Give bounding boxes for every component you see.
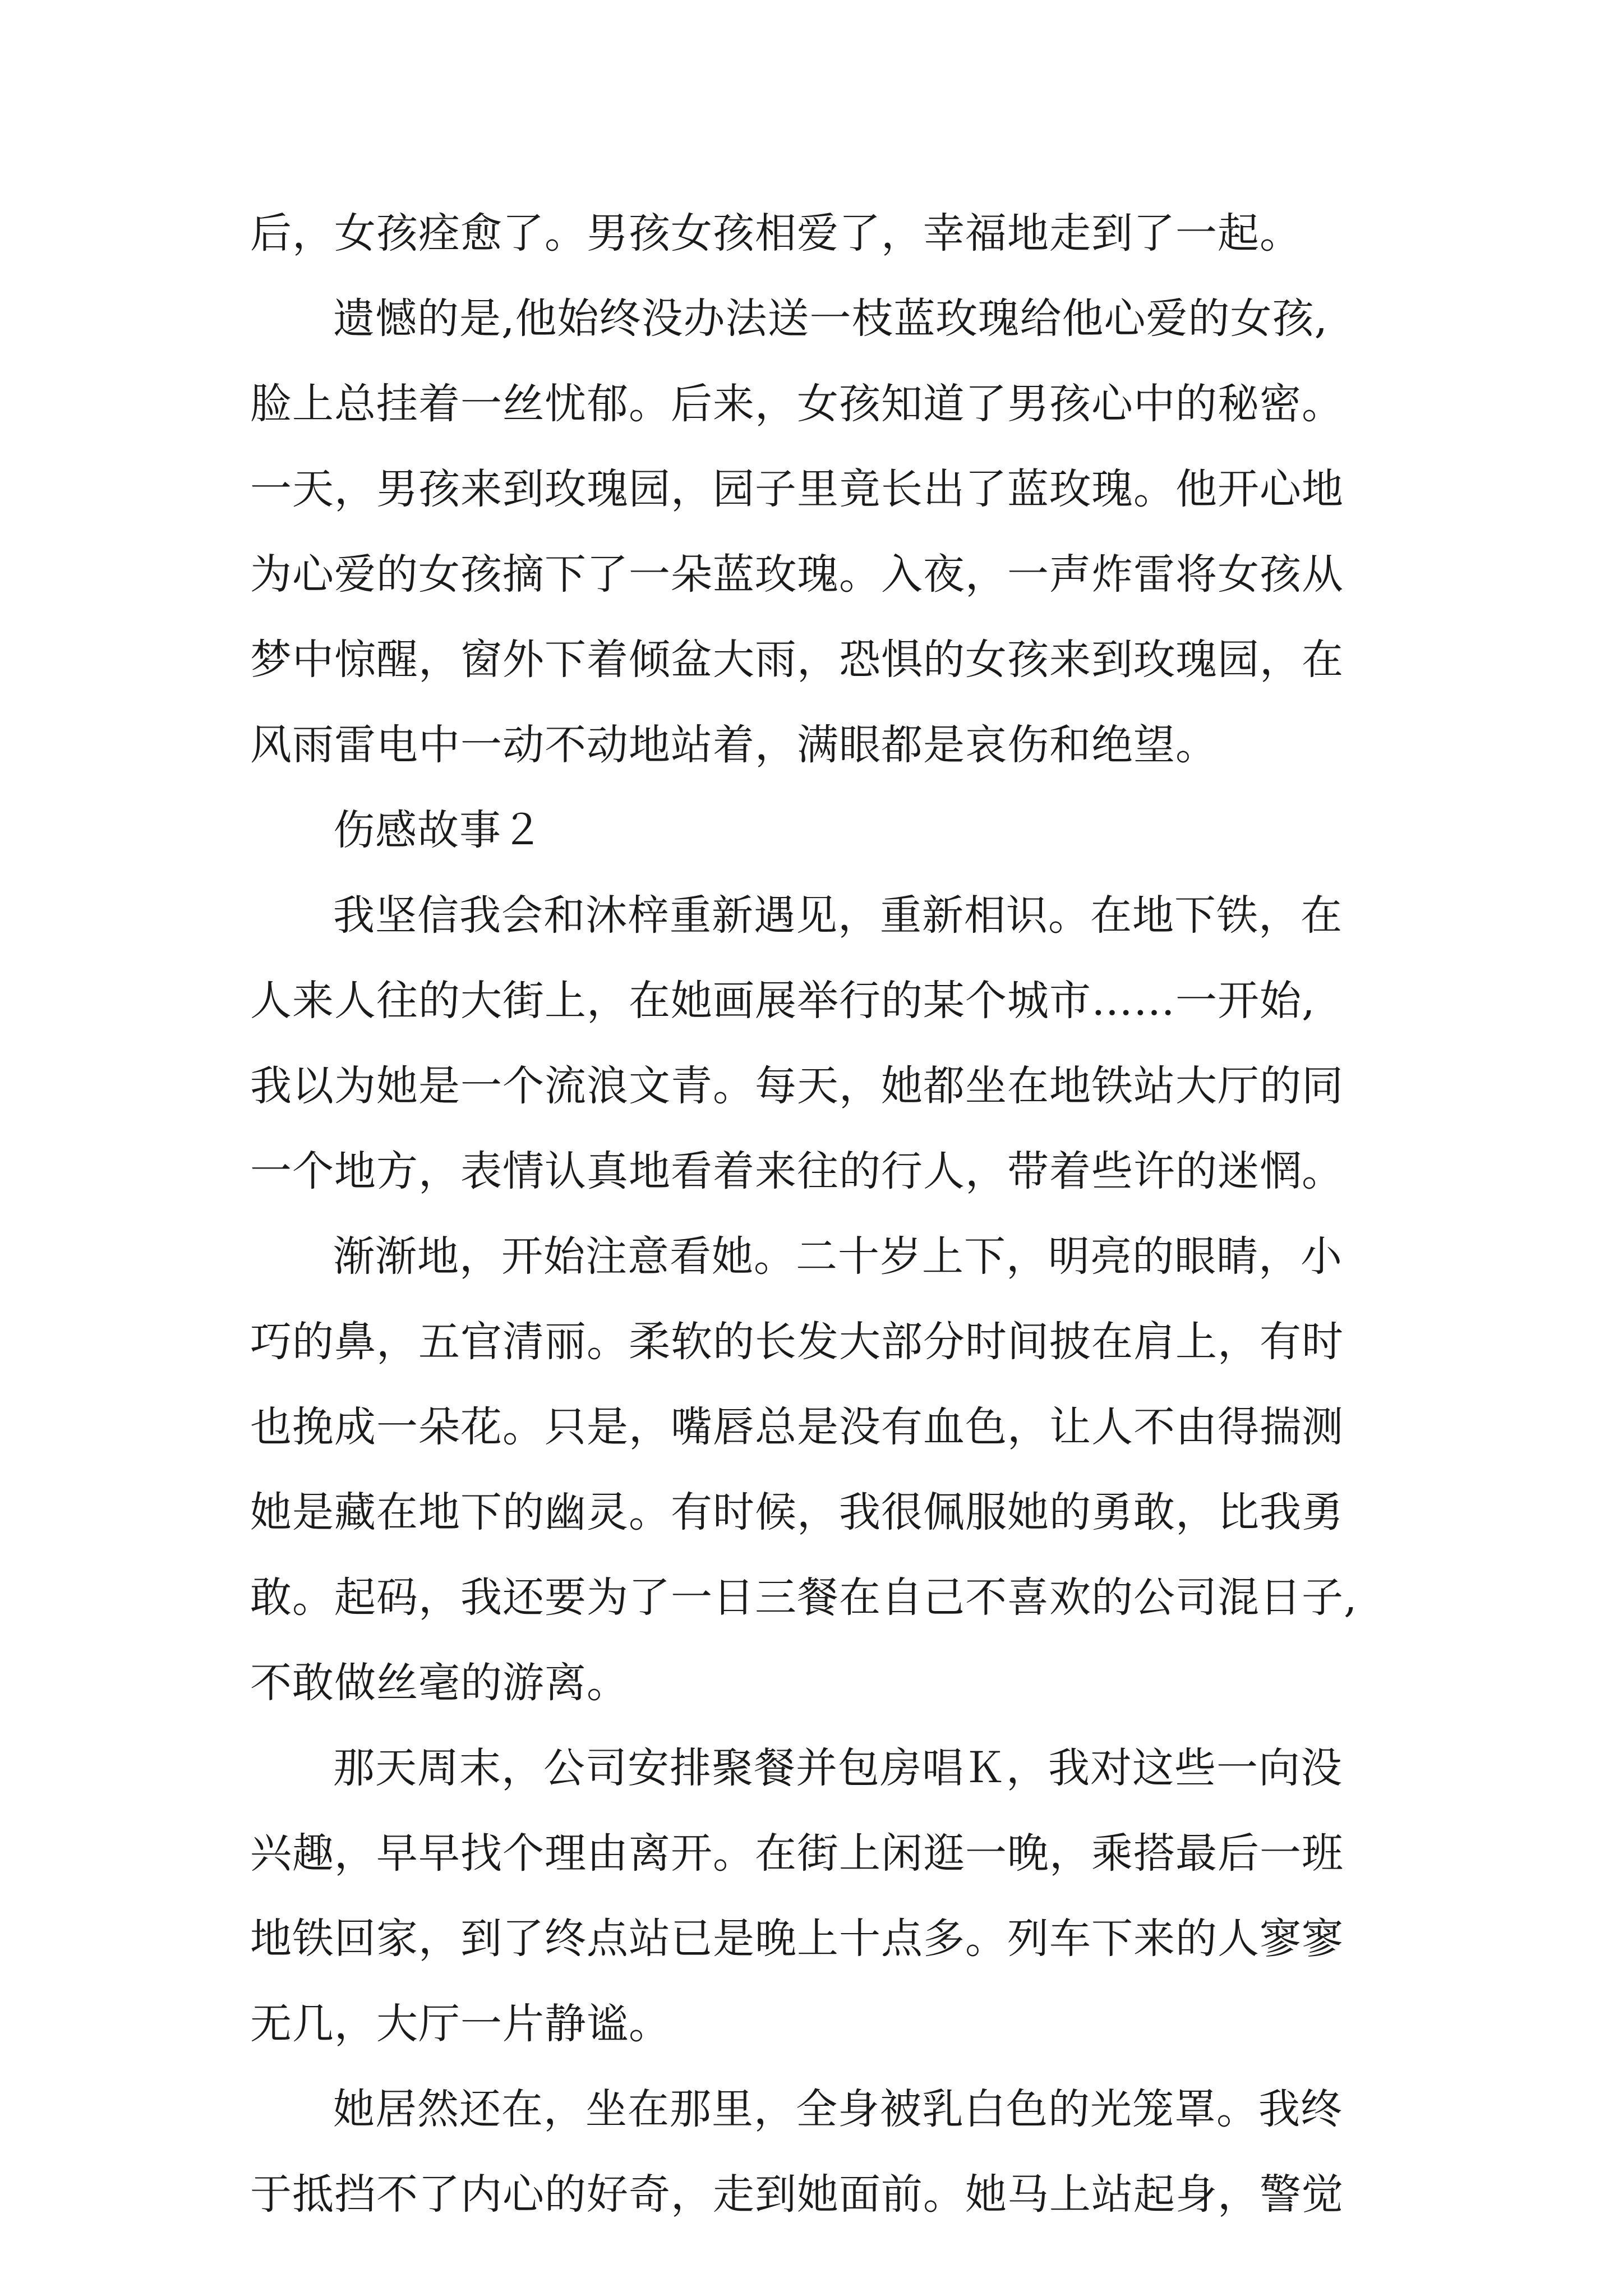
text-line: 敢。起码，我还要为了一日三餐在自己不喜欢的公司混日子, (250, 1573, 1358, 1622)
text-line: 地铁回家，到了终点站已是晚上十点多。列车下来的人寥寥 (250, 1915, 1344, 1963)
text-line: 人来人往的大街上，在她画展举行的某个城市……一开始, (250, 977, 1316, 1025)
text-line: 一个地方，表情认真地看着来往的行人，带着些许的迷惘。 (250, 1147, 1344, 1195)
text-line: 为心爱的女孩摘下了一朵蓝玫瑰。入夜，一声炸雷将女孩从 (250, 550, 1344, 599)
text-line: 不敢做丝毫的游离。 (250, 1659, 629, 1707)
text-line: 风雨雷电中一动不动地站着，满眼都是哀伤和绝望。 (250, 721, 1218, 769)
text-line: 我以为她是一个流浪文青。每天，她都坐在地铁站大厅的同 (250, 1062, 1344, 1110)
text-line: 后，女孩痊愈了。男孩女孩相爱了，幸福地走到了一起。 (250, 209, 1302, 257)
text-line: 我坚信我会和沐梓重新遇见，重新相识。在地下铁，在 (333, 891, 1343, 940)
text-line: 巧的鼻，五官清丽。柔软的长发大部分时间披在肩上，有时 (250, 1318, 1344, 1366)
text-line: 于抵挡不了内心的好奇，走到她面前。她马上站起身，警觉 (250, 2170, 1344, 2219)
text-line: 脸上总挂着一丝忧郁。后来，女孩知道了男孩心中的秘密。 (250, 380, 1344, 428)
text-line: 梦中惊醒，窗外下着倾盆大雨，恐惧的女孩来到玫瑰园，在 (250, 636, 1344, 684)
text-line: 也挽成一朵花。只是，嘴唇总是没有血色，让人不由得揣测 (250, 1403, 1344, 1451)
text-line: 她是藏在地下的幽灵。有时候，我很佩服她的勇敢，比我勇 (250, 1488, 1344, 1536)
text-line: 兴趣，早早找个理由离开。在街上闲逛一晚，乘搭最后一班 (250, 1829, 1344, 1878)
text-line: 无几，大厅一片静谧。 (250, 2000, 671, 2048)
text-line: 她居然还在，坐在那里，全身被乳白色的光笼罩。我终 (333, 2085, 1343, 2133)
text-line: 渐渐地，开始注意看她。二十岁上下，明亮的眼睛，小 (333, 1232, 1343, 1281)
section-heading: 伤感故事２ (333, 806, 543, 854)
text-line: 遗憾的是,他始终没办法送一枝蓝玫瑰给他心爱的女孩, (333, 295, 1329, 343)
text-line: 一天，男孩来到玫瑰园，园子里竟长出了蓝玫瑰。他开心地 (250, 465, 1344, 513)
document-body (250, 191, 1417, 2237)
text-line: 那天周末，公司安排聚餐并包房唱Ｋ，我对这些一向没 (333, 1744, 1343, 1792)
